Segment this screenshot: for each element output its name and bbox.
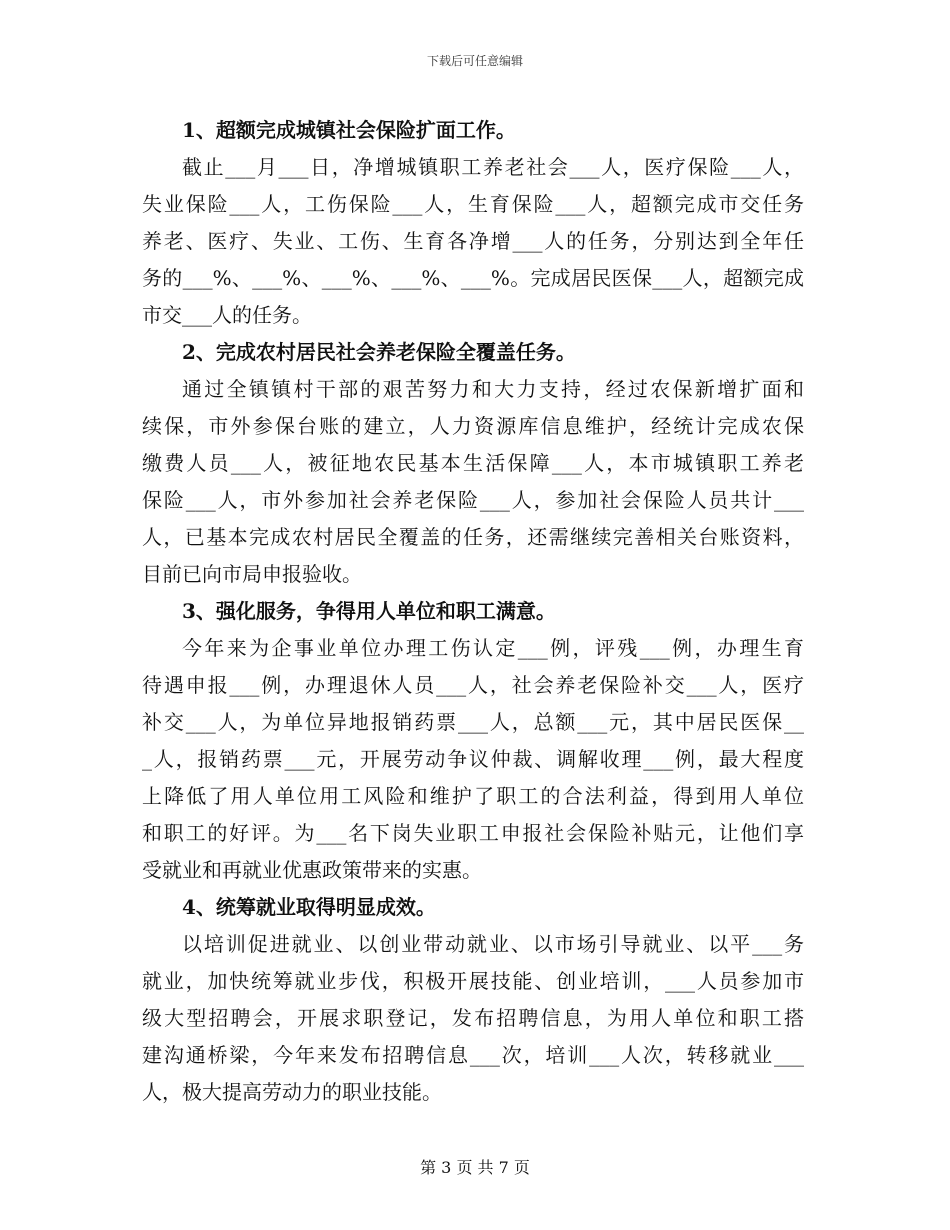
paragraph-line: 人，已基本完成农村居民全覆盖的任务，还需继续完善相关台账资料， (142, 525, 804, 549)
paragraph-line: 通过全镇镇村干部的艰苦努力和大力支持，经过农保新增扩面和 (182, 377, 804, 401)
document-body (142, 112, 804, 1111)
paragraph-line: 待遇申报___例，办理退休人员___人，社会养老保险补交___人，医疗 (142, 673, 804, 697)
paragraph-line: 就业，加快统筹就业步伐，积极开展技能、创业培训，___人员参加市 (142, 969, 804, 993)
page-number: 第 3 页 共 7 页 (420, 1158, 530, 1177)
section-paragraph (142, 371, 804, 593)
paragraph-line: 建沟通桥梁，今年来发布招聘信息___次，培训___人次，转移就业___ (142, 1043, 804, 1067)
section-2 (142, 334, 804, 593)
paragraph-line: 养老、医疗、失业、工伤、生育各净增___人的任务，分别达到全年任 (142, 229, 804, 253)
paragraph-line: 受就业和再就业优惠政策带来的实惠。 (142, 858, 482, 882)
section-heading: 1、超额完成城镇社会保险扩面工作。 (182, 118, 516, 142)
section-paragraph (142, 149, 804, 334)
paragraph-line: 和职工的好评。为___名下岗失业职工申报社会保险补贴元，让他们享 (142, 821, 804, 845)
section-3 (142, 593, 804, 889)
paragraph-line: 目前已向市局申报验收。 (142, 562, 362, 586)
paragraph-line: 级大型招聘会，开展求职登记，发布招聘信息，为用人单位和职工搭 (142, 1006, 804, 1030)
paragraph-line: 缴费人员___人，被征地农民基本生活保障___人，本市城镇职工养老 (142, 451, 804, 475)
paragraph-line: 截止___月___日，净增城镇职工养老社会___人，医疗保险___人， (182, 155, 804, 179)
paragraph-line: 人，极大提高劳动力的职业技能。 (142, 1080, 442, 1104)
section-paragraph (142, 926, 804, 1111)
paragraph-line: 上降低了用人单位用工风险和维护了职工的合法利益，得到用人单位 (142, 784, 804, 808)
section-paragraph (142, 630, 804, 889)
section-heading: 2、完成农村居民社会养老保险全覆盖任务。 (182, 340, 576, 364)
section-heading: 4、统筹就业取得明显成效。 (182, 895, 436, 919)
paragraph-line: 务的___%、___%、___%、___%、___%。完成居民医保___人，超额完成 (142, 266, 804, 290)
paragraph-line: 市交___人的任务。 (142, 303, 312, 327)
paragraph-line: 今年来为企事业单位办理工伤认定___例，评残___例，办理生育 (182, 636, 804, 660)
paragraph-line: 续保，市外参保台账的建立，人力资源库信息维护，经统计完成农保 (142, 414, 804, 438)
page-header-note: 下载后可任意编辑 (426, 54, 523, 68)
section-1 (142, 112, 804, 334)
section-heading: 3、强化服务，争得用人单位和职工满意。 (182, 599, 556, 623)
paragraph-line: 保险___人，市外参加社会养老保险___人，参加社会保险人员共计___ (142, 488, 804, 512)
paragraph-line: _人，报销药票___元，开展劳动争议仲裁、调解收理___例，最大程度 (142, 747, 804, 771)
section-4 (142, 889, 804, 1111)
paragraph-line: 以培训促进就业、以创业带动就业、以市场引导就业、以平___务 (182, 932, 804, 956)
paragraph-line: 补交___人，为单位异地报销药票___人，总额___元，其中居民医保__ (142, 710, 804, 734)
paragraph-line: 失业保险___人，工伤保险___人，生育保险___人，超额完成市交任务 (142, 192, 804, 216)
